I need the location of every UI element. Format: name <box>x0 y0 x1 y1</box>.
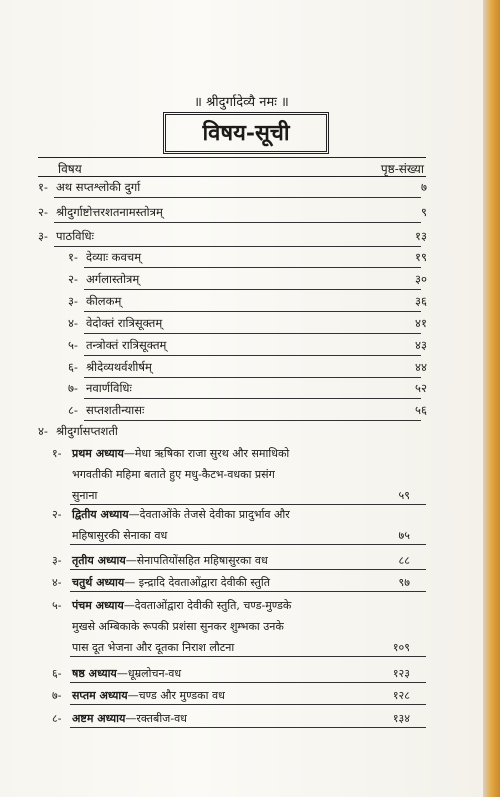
entry-number: २- <box>68 272 78 286</box>
entry-title: श्रीदुर्गासप्तशती <box>56 424 118 438</box>
entry-page: १३ <box>415 229 427 243</box>
entry-title: अर्गलास्तोत्रम् <box>86 272 140 286</box>
entry-title: श्रीदेव्यथर्वशीर्षम् <box>86 360 152 374</box>
chapter-line <box>72 553 268 568</box>
entry-leader-line <box>54 246 421 247</box>
chapter-description: —देवताओंद्वारा देवीकी स्तुति, चण्ड-मुण्डके <box>123 599 292 612</box>
entry-page: ३० <box>415 272 427 286</box>
column-header <box>38 157 426 177</box>
entry-leader-line <box>84 355 421 356</box>
list-item <box>0 229 483 247</box>
entry-leader-line <box>84 267 421 268</box>
chapter-number: ७- <box>52 689 62 702</box>
chapter-name: सप्तम अध्याय <box>72 689 128 702</box>
entry-page: ३६ <box>415 294 427 308</box>
entry-number: ४- <box>68 316 78 330</box>
chapter-leader-line <box>70 544 426 545</box>
entry-title: वेदोक्तं रात्रिसूक्तम् <box>86 316 163 330</box>
entry-number: ४- <box>38 424 48 438</box>
chapter-line <box>72 446 289 461</box>
book-spine <box>483 0 500 797</box>
entry-number: ३- <box>38 229 48 243</box>
entry-page: ४३ <box>415 338 427 352</box>
entry-leader-line <box>84 377 421 378</box>
entry-title: नवार्णविधिः <box>86 381 132 395</box>
chapter-number: ३- <box>52 554 62 567</box>
chapter-name: प्रथम अध्याय <box>72 447 124 460</box>
entry-page: ५२ <box>415 381 427 395</box>
entry-title: सप्तशतीन्यासः <box>86 403 145 417</box>
column-page-number: पृष्ठ-संख्या <box>380 162 424 176</box>
entry-page: ७ <box>421 180 427 194</box>
entry-title: अथ सप्तश्लोकी दुर्गा <box>56 180 141 194</box>
entry-title: पाठविधिः <box>56 229 94 243</box>
chapter-leader-line <box>70 704 426 705</box>
chapter-name: षष्ठ अध्याय <box>72 667 117 680</box>
chapter-page: १०९ <box>392 641 410 654</box>
list-item <box>0 250 483 268</box>
chapter-line <box>72 575 270 590</box>
entry-number: १- <box>38 180 48 194</box>
entry-title: तन्त्रोक्तं रात्रिसूक्तम् <box>86 338 167 352</box>
entry-leader-line <box>54 197 421 198</box>
entry-number: ८- <box>68 403 78 417</box>
chapter-line: मुखसे अम्बिकाके रूपकी प्रशंसा सुनकर शुम्भका उनके <box>72 620 284 633</box>
chapter-description: —मेधा ऋषिका राजा सुरथ और समाधिको <box>123 447 290 460</box>
chapter-line: महिषासुरकी सेनाका वध <box>72 529 168 542</box>
entry-page: १९ <box>415 250 427 264</box>
chapter-line: पास दूत भेजना और दूतका निराश लौटना <box>72 641 235 654</box>
chapter-page: १३४ <box>392 712 410 725</box>
page-title: विषय-सूची <box>163 112 329 154</box>
chapter-number: ४- <box>52 576 62 589</box>
chapter-name: द्वितीय अध्याय <box>72 508 129 521</box>
chapter-page: ५९ <box>398 489 410 502</box>
entry-leader-line <box>84 420 421 421</box>
chapter-page: ८८ <box>398 554 410 567</box>
chapter-page: १२३ <box>392 667 410 680</box>
chapter-leader-line <box>70 504 426 505</box>
entry-page: ५६ <box>415 403 427 417</box>
chapter-description: —रक्तबीज-वध <box>125 712 187 725</box>
chapter-page: ९७ <box>398 576 410 589</box>
list-item <box>0 338 483 356</box>
chapter-page: १२८ <box>392 689 410 702</box>
chapter-description: —धूम्रलोचन-वध <box>116 667 182 680</box>
list-item <box>0 180 483 198</box>
entry-leader-line <box>84 398 421 399</box>
entry-number: १- <box>68 250 78 264</box>
chapter-leader-line <box>70 569 426 570</box>
chapter-name: तृतीय अध्याय <box>72 554 126 567</box>
chapter-description: —चण्ड और मुण्डका वध <box>127 689 225 702</box>
entry-title: कीलकम् <box>86 294 122 308</box>
invocation-header: ॥ श्रीदुर्गादेव्यै नमः ॥ <box>194 95 289 110</box>
chapter-name: चतुर्थ अध्याय <box>72 576 125 589</box>
entry-page: ९ <box>421 205 427 219</box>
list-item <box>0 360 483 378</box>
list-item <box>0 316 483 334</box>
chapter-leader-line <box>70 727 426 728</box>
chapter-leader-line <box>70 591 426 592</box>
chapter-name: पंचम अध्याय <box>72 599 124 612</box>
chapter-description: —सेनापतियोंसहित महिषासुरका वध <box>125 554 268 567</box>
entry-page: ४१ <box>415 316 427 330</box>
entry-number: ३- <box>68 294 78 308</box>
entry-page: ४४ <box>415 360 427 374</box>
chapter-line <box>72 666 181 681</box>
entry-leader-line <box>84 311 421 312</box>
entry-title: देव्याः कवचम् <box>86 250 142 264</box>
list-item <box>0 294 483 312</box>
chapter-description: — इन्द्रादि देवताओंद्वारा देवीकी स्तुति <box>124 576 271 589</box>
entry-number: ५- <box>68 338 78 352</box>
list-item <box>0 381 483 399</box>
chapter-line <box>72 688 225 703</box>
list-item <box>0 272 483 290</box>
chapter-number: ८- <box>52 712 62 725</box>
chapter-line <box>72 507 290 522</box>
chapter-number: ५- <box>52 599 62 612</box>
list-item <box>0 205 483 223</box>
chapter-number: १- <box>52 447 62 460</box>
column-subject: विषय <box>58 162 82 176</box>
entry-leader-line <box>84 289 421 290</box>
list-item <box>0 424 483 442</box>
chapter-number: ६- <box>52 667 62 680</box>
list-item <box>0 403 483 421</box>
entry-number: ७- <box>68 381 78 395</box>
chapter-leader-line <box>70 682 426 683</box>
entry-number: ६- <box>68 360 78 374</box>
chapter-number: २- <box>52 508 62 521</box>
entry-title: श्रीदुर्गाष्टोत्तरशतनामस्तोत्रम् <box>56 205 163 219</box>
entry-leader-line <box>54 222 421 223</box>
entry-leader-line <box>84 333 421 334</box>
chapter-leader-line <box>70 656 426 657</box>
chapter-description: —देवताओंके तेजसे देवीका प्रादुर्भाव और <box>128 508 290 521</box>
chapter-line <box>72 711 187 726</box>
chapter-line: सुनाना <box>72 489 98 502</box>
chapter-name: अष्टम अध्याय <box>72 712 126 725</box>
chapter-line: भगवतीकी महिमा बताते हुए मधु-कैटभ-वधका प्रसंग <box>72 468 275 481</box>
chapter-page: ७५ <box>398 529 410 542</box>
chapter-line <box>72 598 291 613</box>
entry-number: २- <box>38 205 48 219</box>
